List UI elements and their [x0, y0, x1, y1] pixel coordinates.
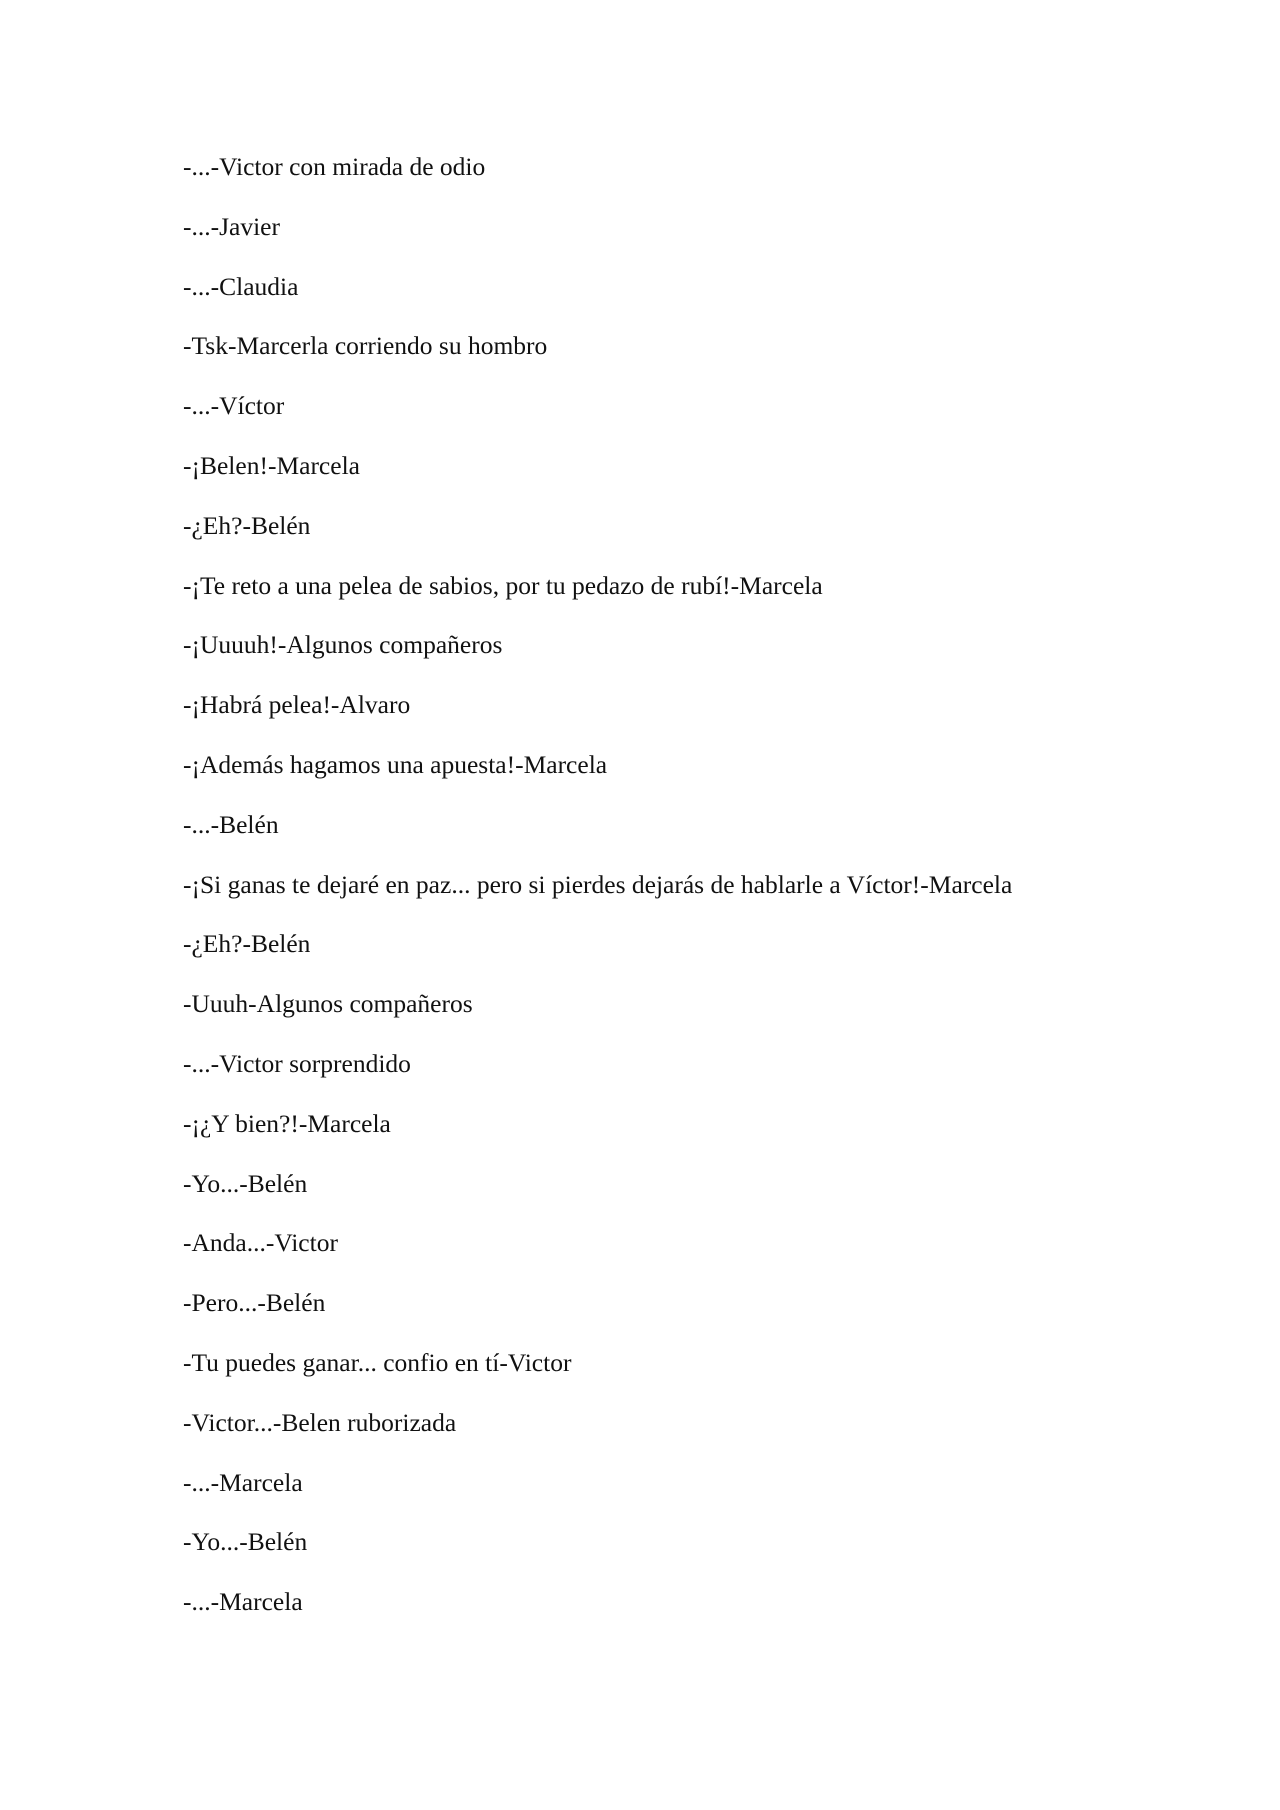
dialogue-line: -...-Marcela: [183, 1467, 303, 1497]
dialogue-line: -¡Además hagamos una apuesta!-Marcela: [183, 749, 608, 779]
dialogue-line: -¿Eh?-Belén: [183, 929, 311, 959]
dialogue-line: -Uuuh-Algunos compañeros: [183, 989, 473, 1019]
dialogue-line: -...-Víctor: [183, 391, 285, 421]
dialogue-line: -¿Eh?-Belén: [183, 510, 311, 540]
dialogue-line: -Pero...-Belén: [183, 1288, 326, 1318]
dialogue-line: -...-Claudia: [183, 271, 299, 301]
dialogue-line: -¡¿Y bien?!-Marcela: [183, 1108, 391, 1138]
dialogue-line: -¡Habrá pelea!-Alvaro: [183, 690, 411, 720]
dialogue-line: -...-Javier: [183, 211, 280, 241]
dialogue-line: -Anda...-Victor: [183, 1228, 338, 1258]
dialogue-line: -Tu puedes ganar... confio en tí-Victor: [183, 1347, 572, 1377]
dialogue-line: -Yo...-Belén: [183, 1527, 308, 1557]
dialogue-line: -...-Belén: [183, 809, 279, 839]
dialogue-line: -Tsk-Marcerla corriendo su hombro: [183, 331, 548, 361]
dialogue-line: -...-Victor sorprendido: [183, 1048, 411, 1078]
dialogue-line: -...-Victor con mirada de odio: [183, 152, 486, 181]
dialogue-line: -...-Marcela: [183, 1587, 303, 1617]
dialogue-line: -Yo...-Belén: [183, 1168, 308, 1198]
dialogue-line: -¡Si ganas te dejaré en paz... pero si pierdes dejarás de hablarle a Víctor!-Marcela: [183, 869, 1013, 899]
dialogue-lines: [183, 137, 1012, 1632]
dialogue-line: -¡Belen!-Marcela: [183, 450, 360, 480]
dialogue-line: -¡Te reto a una pelea de sabios, por tu pedazo de rubí!-Marcela: [183, 570, 823, 600]
dialogue-line: -Victor...-Belen ruborizada: [183, 1407, 457, 1437]
dialogue-line: -¡Uuuuh!-Algunos compañeros: [183, 630, 503, 660]
